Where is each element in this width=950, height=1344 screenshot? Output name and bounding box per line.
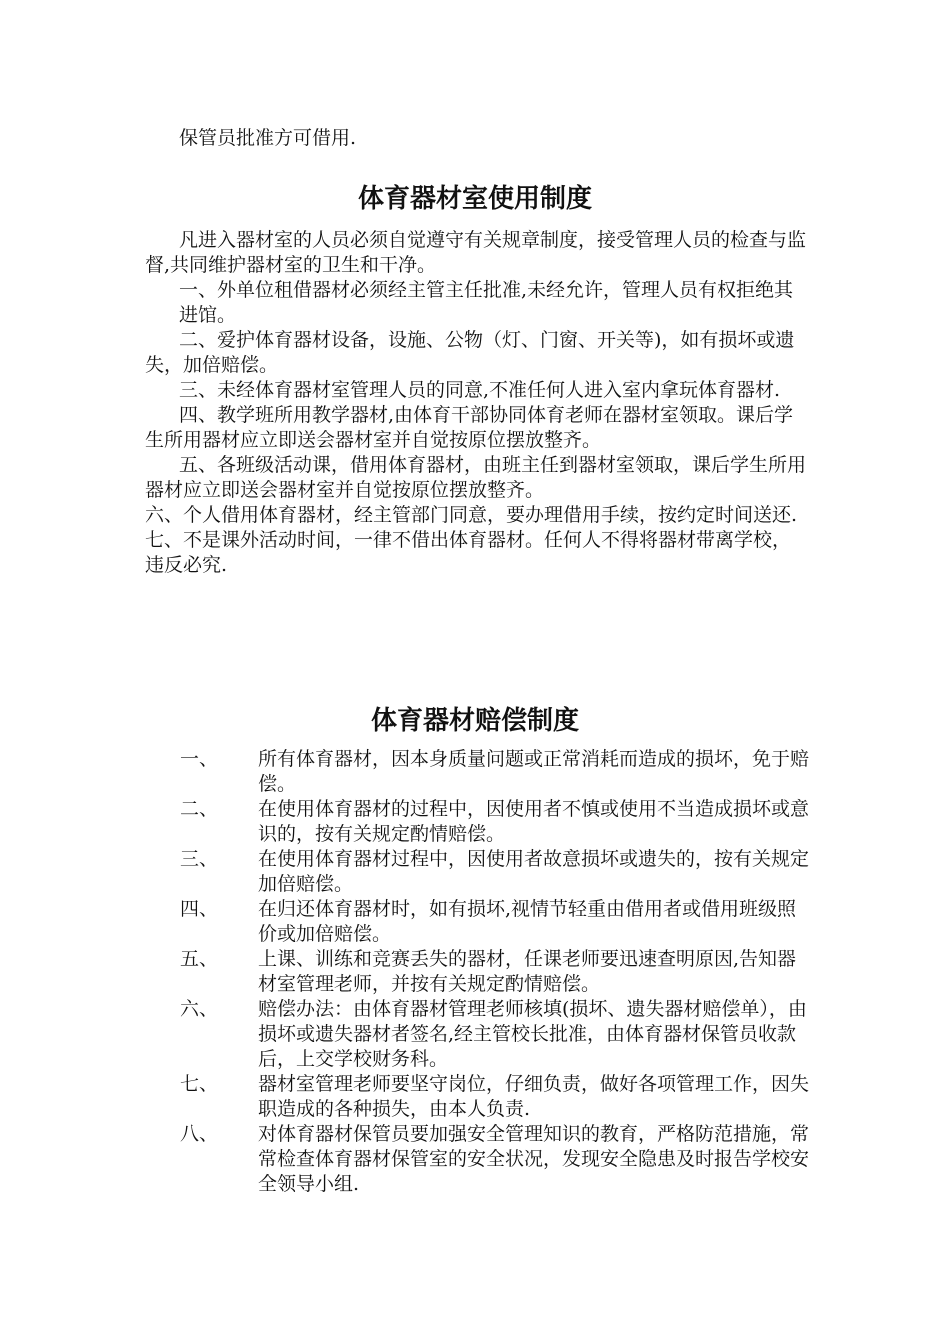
list-item-number: 五、 bbox=[180, 948, 219, 970]
usage-rule-5: 五、各班级活动课，借用体育器材，由班主任到器材室领取，课后学生所用器材应立即送会器材室并自觉按原位摆放整齐。 bbox=[145, 454, 807, 501]
list-item-number: 七、 bbox=[180, 1073, 219, 1095]
list-item bbox=[180, 997, 810, 1072]
list-item bbox=[180, 847, 810, 897]
list-item-text: 在归还体育器材时，如有损坏,视情节轻重由借用者或借用班级照价或加倍赔偿。 bbox=[258, 898, 797, 945]
list-item-text: 所有体育器材，因本身质量问题或正常消耗而造成的损坏，免于赔偿。 bbox=[258, 748, 810, 795]
usage-intro: 凡进入器材室的人员必须自觉遵守有关规章制度，接受管理人员的检查与监督,共同维护器材室的卫生和干净。 bbox=[145, 229, 807, 276]
list-item bbox=[180, 747, 810, 797]
list-item-number: 八、 bbox=[180, 1123, 219, 1145]
usage-rule-4: 四、教学班所用教学器材,由体育干部协同体育老师在器材室领取。课后学生所用器材应立即送会器材室并自觉按原位摆放整齐。 bbox=[145, 404, 794, 451]
list-item-text: 在使用体育器材过程中，因使用者故意损坏或遗失的，按有关规定加倍赔偿。 bbox=[258, 848, 810, 895]
usage-rule-2: 二、爱护体育器材设备，设施、公物（灯、门窗、开关等)，如有损坏或遗失，加倍赔偿。 bbox=[145, 329, 795, 376]
list-item-number: 三、 bbox=[180, 848, 219, 870]
list-item-text: 上课、训练和竞赛丢失的器材，任课老师要迅速查明原因,告知器材室管理老师，并按有关规定酌情赔偿。 bbox=[258, 948, 797, 995]
list-item-text: 在使用体育器材的过程中，因使用者不慎或使用不当造成损坏或意识的，按有关规定酌情赔偿。 bbox=[258, 798, 810, 845]
usage-rule-1: 一、外单位租借器材必须经主管主任批准,未经允许，管理人员有权拒绝其进馆。 bbox=[179, 279, 794, 326]
list-item-text: 对体育器材保管员要加强安全管理知识的教育，严格防范措施，常常检查体育器材保管室的安全状况，发现安全隐患及时报告学校安全领导小组. bbox=[258, 1123, 810, 1195]
list-item-number: 二、 bbox=[180, 798, 219, 820]
list-item-text: 赔偿办法：由体育器材管理老师核填(损坏、遗失器材赔偿单），由损坏或遗失器材者签名,经主管校长批准，由体育器材保管员收款后，上交学校财务科。 bbox=[258, 998, 807, 1070]
list-item-number: 一、 bbox=[180, 748, 219, 770]
usage-rule-6: 六、个人借用体育器材，经主管部门同意，要办理借用手续，按约定时间送还. bbox=[145, 504, 798, 526]
continuation-line: 保管员批准方可借用. bbox=[179, 127, 357, 149]
list-item bbox=[180, 947, 810, 997]
usage-rule-3: 三、未经体育器材室管理人员的同意,不准任何人进入室内拿玩体育器材. bbox=[179, 379, 781, 401]
section-title-compensation: 体育器材赔偿制度 bbox=[370, 706, 579, 736]
top-continuation-text bbox=[145, 126, 807, 151]
list-item bbox=[180, 797, 810, 847]
list-item-number: 六、 bbox=[180, 998, 219, 1020]
list-item bbox=[180, 897, 810, 947]
list-item-number: 四、 bbox=[180, 898, 219, 920]
list-item-text: 器材室管理老师要坚守岗位，仔细负责，做好各项管理工作，因失职造成的各种损失，由本人负责. bbox=[258, 1073, 810, 1120]
usage-rule-7: 七、不是课外活动时间，一律不借出体育器材。任何人不得将器材带离学校，违反必究. bbox=[145, 529, 792, 576]
list-item bbox=[180, 1122, 810, 1197]
compensation-list bbox=[180, 747, 810, 1197]
section-title-usage: 体育器材室使用制度 bbox=[357, 184, 592, 214]
list-item bbox=[180, 1072, 810, 1122]
usage-rules bbox=[145, 228, 807, 578]
